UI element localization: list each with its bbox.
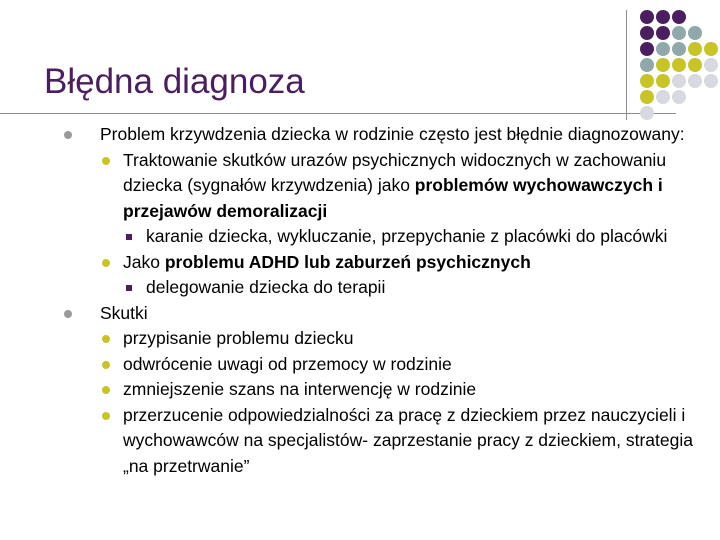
bullet-dot-icon (64, 310, 72, 318)
sub-bullet-2-1 (123, 326, 700, 352)
decorative-dot (704, 58, 718, 72)
sub-sub-bullet-1-2-1 (146, 275, 700, 301)
sub-bullet-2-4 (123, 403, 700, 480)
bullet-dot-icon (102, 412, 110, 420)
sub-sub-bullet-1-2-1-text: delegowanie dziecka do terapii (146, 277, 386, 297)
decorative-dot (672, 26, 686, 40)
bullet-dot-icon (64, 131, 72, 139)
sub-bullet-1-1-text: Traktowanie skutków urazów psychicznych widocznych w zachowaniu dziecka (sygnałów krzywdzenia) jako (123, 149, 667, 195)
bullet-dot-icon (102, 361, 110, 369)
decorative-dot (640, 42, 654, 56)
decorative-dot (640, 90, 654, 104)
slide-body (100, 122, 700, 479)
slide-title: Błędna diagnoza (44, 62, 305, 101)
decorative-dot (672, 74, 686, 88)
sub-bullet-2-4-text: przerzucenie odpowiedzialności za pracę z dzieckiem przez nauczycieli i wychowawców na specjalistów- zaprzestanie pracy z dzieckiem, strategia „na przetrwanie” (123, 404, 693, 476)
bullet-dot-icon (102, 335, 110, 343)
sub-bullet-1-1 (123, 148, 700, 225)
decorative-dot (672, 58, 686, 72)
decorative-dot (640, 106, 654, 120)
bullet-2-text: Skutki (100, 302, 148, 323)
decorative-dot (688, 58, 702, 72)
bullet-square-icon (126, 285, 132, 291)
decorative-dot (656, 58, 670, 72)
sub-bullet-2-3 (123, 377, 700, 403)
decorative-dot (640, 74, 654, 88)
sub-sub-bullet-1-1-1-text: karanie dziecka, wykluczanie, przepychanie z placówki do placówki (146, 226, 668, 246)
bullet-1-text: Problem krzywdzenia dziecka w rodzinie często jest błędnie diagnozowany: (100, 124, 685, 144)
decorative-dot (704, 42, 718, 56)
decorative-dot (672, 10, 686, 24)
decorative-dot (672, 90, 686, 104)
bullet-dot-icon (102, 157, 110, 165)
sub-bullet-2-2-text: odwrócenie uwagi od przemocy w rodzinie (123, 353, 452, 374)
decorative-dot (688, 42, 702, 56)
decorative-dot (656, 26, 670, 40)
bullet-dot-icon (102, 259, 110, 267)
sub-bullet-1-2 (123, 250, 700, 276)
decorative-dot (688, 26, 702, 40)
decorative-dot (640, 10, 654, 24)
bullet-2 (100, 301, 700, 327)
sub-bullet-2-3-text: zmniejszenie szans na interwencję w rodzinie (123, 379, 477, 399)
sub-bullet-1-2-text: Jako (123, 251, 165, 272)
bullet-1 (100, 122, 700, 148)
sub-bullet-2-1-text: przypisanie problemu dziecku (123, 328, 354, 348)
sub-bullet-2-2 (123, 352, 700, 378)
decorative-dot (688, 74, 702, 88)
decorative-dot (704, 74, 718, 88)
decorative-dot (656, 74, 670, 88)
decorative-dot (656, 42, 670, 56)
sub-bullet-1-1-bold: problemów wychowawczych i przejawów demoralizacji (123, 175, 663, 221)
decorative-dot (672, 42, 686, 56)
sub-bullet-1-2-bold: problemu ADHD lub zaburzeń psychicznych (164, 251, 531, 272)
bullet-dot-icon (102, 386, 110, 394)
decorative-dot (640, 26, 654, 40)
decorative-dot (656, 90, 670, 104)
decorative-dot (656, 10, 670, 24)
sub-sub-bullet-1-1-1 (146, 224, 700, 250)
decorative-dot (640, 58, 654, 72)
bullet-square-icon (126, 234, 132, 240)
